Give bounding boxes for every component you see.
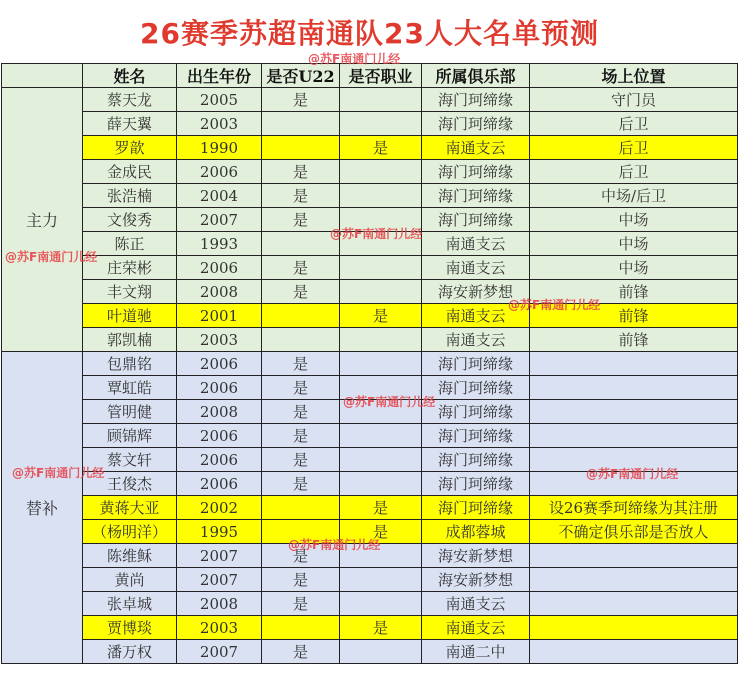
pro-flag bbox=[340, 448, 422, 472]
table-row bbox=[2, 328, 738, 352]
u22-flag: 是 bbox=[262, 88, 340, 112]
column-header: 出生年份 bbox=[177, 64, 262, 88]
position bbox=[530, 544, 738, 568]
table-row bbox=[2, 352, 738, 376]
u22-flag: 是 bbox=[262, 208, 340, 232]
column-header: 所属俱乐部 bbox=[422, 64, 530, 88]
birth-year: 2006 bbox=[177, 256, 262, 280]
u22-flag: 是 bbox=[262, 376, 340, 400]
table-row bbox=[2, 496, 738, 520]
table-row bbox=[2, 400, 738, 424]
player-name: 庄荣彬 bbox=[83, 256, 177, 280]
u22-flag bbox=[262, 112, 340, 136]
position: 设26赛季珂缔缘为其注册 bbox=[530, 496, 738, 520]
birth-year: 1995 bbox=[177, 520, 262, 544]
club: 成都蓉城 bbox=[422, 520, 530, 544]
watermark: @苏F南通门儿经 bbox=[508, 298, 601, 312]
position: 中场 bbox=[530, 208, 738, 232]
birth-year: 2002 bbox=[177, 496, 262, 520]
player-name: 张卓城 bbox=[83, 592, 177, 616]
birth-year: 2001 bbox=[177, 304, 262, 328]
watermark: @苏F南通门儿经 bbox=[12, 466, 105, 480]
u22-flag bbox=[262, 520, 340, 544]
pro-flag bbox=[340, 184, 422, 208]
club: 南通支云 bbox=[422, 616, 530, 640]
birth-year: 2007 bbox=[177, 640, 262, 664]
table-row bbox=[2, 544, 738, 568]
player-name: 郭凯楠 bbox=[83, 328, 177, 352]
player-name: 陈维稣 bbox=[83, 544, 177, 568]
position bbox=[530, 424, 738, 448]
birth-year: 2003 bbox=[177, 616, 262, 640]
club: 海门珂缔缘 bbox=[422, 112, 530, 136]
position: 前锋 bbox=[530, 304, 738, 328]
table-row bbox=[2, 616, 738, 640]
table-row bbox=[2, 448, 738, 472]
u22-flag bbox=[262, 304, 340, 328]
position bbox=[530, 592, 738, 616]
club: 海安新梦想 bbox=[422, 280, 530, 304]
birth-year: 1990 bbox=[177, 136, 262, 160]
club: 海门珂缔缘 bbox=[422, 160, 530, 184]
position bbox=[530, 448, 738, 472]
u22-flag: 是 bbox=[262, 424, 340, 448]
player-name: 顾锦辉 bbox=[83, 424, 177, 448]
u22-flag bbox=[262, 328, 340, 352]
position: 后卫 bbox=[530, 136, 738, 160]
roster-table bbox=[1, 63, 738, 664]
position: 中场/后卫 bbox=[530, 184, 738, 208]
group-label: 主力 bbox=[2, 88, 83, 352]
pro-flag bbox=[340, 592, 422, 616]
table-row bbox=[2, 280, 738, 304]
pro-flag bbox=[340, 232, 422, 256]
u22-flag bbox=[262, 496, 340, 520]
page-title: 26赛季苏超南通队23人大名单预测 bbox=[140, 17, 599, 50]
birth-year: 2008 bbox=[177, 592, 262, 616]
pro-flag bbox=[340, 328, 422, 352]
group-label: 替补 bbox=[2, 352, 83, 664]
player-name: 黄尚 bbox=[83, 568, 177, 592]
u22-flag: 是 bbox=[262, 544, 340, 568]
position bbox=[530, 352, 738, 376]
pro-flag bbox=[340, 640, 422, 664]
position bbox=[530, 568, 738, 592]
column-header bbox=[2, 64, 83, 88]
player-name: 蔡文轩 bbox=[83, 448, 177, 472]
position: 中场 bbox=[530, 256, 738, 280]
club: 南通二中 bbox=[422, 640, 530, 664]
table-row bbox=[2, 184, 738, 208]
club: 海门珂缔缘 bbox=[422, 472, 530, 496]
column-header: 场上位置 bbox=[530, 64, 738, 88]
club: 海门珂缔缘 bbox=[422, 88, 530, 112]
u22-flag: 是 bbox=[262, 256, 340, 280]
player-name: 包鼎铭 bbox=[83, 352, 177, 376]
table-row bbox=[2, 376, 738, 400]
player-name: 张浩楠 bbox=[83, 184, 177, 208]
club: 南通支云 bbox=[422, 256, 530, 280]
club: 海门珂缔缘 bbox=[422, 400, 530, 424]
u22-flag: 是 bbox=[262, 352, 340, 376]
u22-flag: 是 bbox=[262, 592, 340, 616]
player-name: 王俊杰 bbox=[83, 472, 177, 496]
table-row bbox=[2, 568, 738, 592]
player-name: （杨明洋） bbox=[83, 520, 177, 544]
u22-flag: 是 bbox=[262, 280, 340, 304]
position bbox=[530, 472, 738, 496]
pro-flag: 是 bbox=[340, 136, 422, 160]
birth-year: 2008 bbox=[177, 400, 262, 424]
birth-year: 2006 bbox=[177, 352, 262, 376]
u22-flag: 是 bbox=[262, 448, 340, 472]
pro-flag bbox=[340, 544, 422, 568]
player-name: 覃虹皓 bbox=[83, 376, 177, 400]
player-name: 陈正 bbox=[83, 232, 177, 256]
birth-year: 2007 bbox=[177, 568, 262, 592]
birth-year: 2006 bbox=[177, 472, 262, 496]
position: 不确定俱乐部是否放人 bbox=[530, 520, 738, 544]
watermark: @苏F南通门儿经 bbox=[343, 395, 436, 409]
club: 海安新梦想 bbox=[422, 544, 530, 568]
position: 中场 bbox=[530, 232, 738, 256]
club: 南通支云 bbox=[422, 328, 530, 352]
birth-year: 2004 bbox=[177, 184, 262, 208]
player-name: 贾博琰 bbox=[83, 616, 177, 640]
player-name: 管明健 bbox=[83, 400, 177, 424]
u22-flag: 是 bbox=[262, 160, 340, 184]
table-row bbox=[2, 472, 738, 496]
pro-flag bbox=[340, 88, 422, 112]
u22-flag: 是 bbox=[262, 400, 340, 424]
table-row bbox=[2, 112, 738, 136]
table-row bbox=[2, 640, 738, 664]
position: 后卫 bbox=[530, 160, 738, 184]
club: 海安新梦想 bbox=[422, 568, 530, 592]
table-row bbox=[2, 256, 738, 280]
birth-year: 2006 bbox=[177, 376, 262, 400]
pro-flag bbox=[340, 352, 422, 376]
pro-flag bbox=[340, 472, 422, 496]
position: 前锋 bbox=[530, 328, 738, 352]
position: 前锋 bbox=[530, 280, 738, 304]
position: 后卫 bbox=[530, 112, 738, 136]
birth-year: 2008 bbox=[177, 280, 262, 304]
u22-flag: 是 bbox=[262, 640, 340, 664]
table-row bbox=[2, 304, 738, 328]
pro-flag bbox=[340, 256, 422, 280]
club: 海门珂缔缘 bbox=[422, 424, 530, 448]
birth-year: 2006 bbox=[177, 448, 262, 472]
player-name: 叶道驰 bbox=[83, 304, 177, 328]
pro-flag: 是 bbox=[340, 304, 422, 328]
player-name: 黄蒋大亚 bbox=[83, 496, 177, 520]
pro-flag bbox=[340, 424, 422, 448]
column-header: 是否U22 bbox=[262, 64, 340, 88]
watermark: @苏F南通门儿经 bbox=[330, 227, 423, 241]
position bbox=[530, 616, 738, 640]
club: 海门珂缔缘 bbox=[422, 208, 530, 232]
position bbox=[530, 640, 738, 664]
table-row bbox=[2, 160, 738, 184]
club: 南通支云 bbox=[422, 304, 530, 328]
birth-year: 2007 bbox=[177, 208, 262, 232]
watermark: @苏F南通门儿经 bbox=[586, 467, 679, 481]
player-name: 丰文翔 bbox=[83, 280, 177, 304]
pro-flag bbox=[340, 400, 422, 424]
table-row bbox=[2, 232, 738, 256]
pro-flag bbox=[340, 376, 422, 400]
club: 海门珂缔缘 bbox=[422, 352, 530, 376]
birth-year: 2007 bbox=[177, 544, 262, 568]
club: 南通支云 bbox=[422, 592, 530, 616]
club: 南通支云 bbox=[422, 136, 530, 160]
watermark: @苏F南通门儿经 bbox=[5, 250, 98, 264]
position: 守门员 bbox=[530, 88, 738, 112]
club: 海门珂缔缘 bbox=[422, 496, 530, 520]
table-row bbox=[2, 520, 738, 544]
birth-year: 1993 bbox=[177, 232, 262, 256]
birth-year: 2006 bbox=[177, 424, 262, 448]
player-name: 潘万权 bbox=[83, 640, 177, 664]
column-header: 是否职业 bbox=[340, 64, 422, 88]
u22-flag bbox=[262, 232, 340, 256]
column-header: 姓名 bbox=[83, 64, 177, 88]
player-name: 金成民 bbox=[83, 160, 177, 184]
pro-flag bbox=[340, 280, 422, 304]
table-row bbox=[2, 424, 738, 448]
u22-flag: 是 bbox=[262, 568, 340, 592]
player-name: 罗歆 bbox=[83, 136, 177, 160]
club: 海门珂缔缘 bbox=[422, 448, 530, 472]
table-row bbox=[2, 592, 738, 616]
position bbox=[530, 376, 738, 400]
u22-flag bbox=[262, 136, 340, 160]
header-row bbox=[2, 64, 738, 88]
watermark: @苏F南通门儿经 bbox=[288, 538, 381, 552]
position bbox=[530, 400, 738, 424]
pro-flag: 是 bbox=[340, 496, 422, 520]
pro-flag: 是 bbox=[340, 616, 422, 640]
table-row bbox=[2, 136, 738, 160]
table-row bbox=[2, 88, 738, 112]
birth-year: 2006 bbox=[177, 160, 262, 184]
u22-flag: 是 bbox=[262, 184, 340, 208]
club: 南通支云 bbox=[422, 232, 530, 256]
player-name: 蔡天龙 bbox=[83, 88, 177, 112]
birth-year: 2003 bbox=[177, 112, 262, 136]
pro-flag bbox=[340, 160, 422, 184]
pro-flag: 是 bbox=[340, 520, 422, 544]
pro-flag bbox=[340, 568, 422, 592]
birth-year: 2005 bbox=[177, 88, 262, 112]
u22-flag: 是 bbox=[262, 472, 340, 496]
pro-flag bbox=[340, 112, 422, 136]
player-name: 文俊秀 bbox=[83, 208, 177, 232]
watermark: @苏F南通门儿经 bbox=[308, 52, 401, 66]
table-row bbox=[2, 208, 738, 232]
club: 海门珂缔缘 bbox=[422, 184, 530, 208]
player-name: 薛天翼 bbox=[83, 112, 177, 136]
club: 海门珂缔缘 bbox=[422, 376, 530, 400]
pro-flag bbox=[340, 208, 422, 232]
birth-year: 2003 bbox=[177, 328, 262, 352]
u22-flag bbox=[262, 616, 340, 640]
